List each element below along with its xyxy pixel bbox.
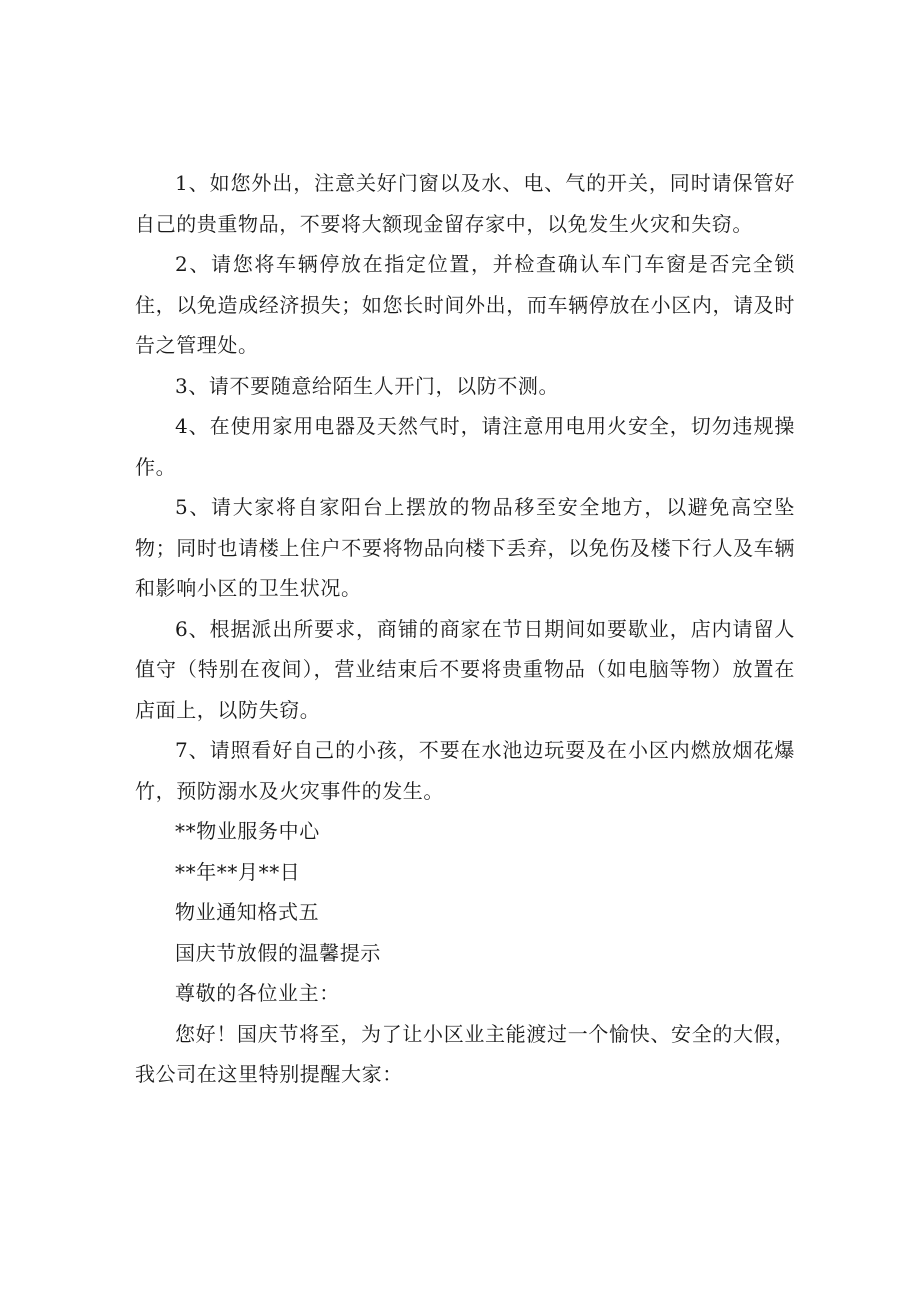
- salutation: 尊敬的各位业主：: [175, 981, 340, 1005]
- signature: **物业服务中心: [175, 819, 320, 843]
- notice-item-7: 7、请照看好自己的小孩，不要在水池边玩耍及在小区内燃放烟花爆竹，预防溺水及火灾事件的发生。: [135, 738, 795, 803]
- notice-item-2: 2、请您将车辆停放在指定位置，并检查确认车门车窗是否完全锁住，以免造成经济损失；如您长时间外出，而车辆停放在小区内，请及时告之管理处。: [135, 252, 795, 357]
- notice-item-4: 4、在使用家用电器及天然气时，请注意用电用火安全，切勿违规操作。: [135, 414, 795, 479]
- notice-item-5: 5、请大家将自家阳台上摆放的物品移至安全地方，以避免高空坠物；同时也请楼上住户不要将物品向楼下丢弃，以免伤及楼下行人及车辆和影响小区的卫生状况。: [135, 495, 795, 600]
- notice-item-3: 3、请不要随意给陌生人开门，以防不测。: [175, 373, 560, 398]
- document-body: [135, 163, 795, 1095]
- date: **年**月**日: [175, 859, 301, 884]
- notice-item-1: 1、如您外出，注意关好门窗以及水、电、气的开关，同时请保管好自己的贵重物品，不要将大额现金留存家中，以免发生火灾和失窃。: [135, 171, 795, 236]
- notice-item-6: 6、根据派出所要求，商铺的商家在节日期间如要歇业，店内请留人值守（特别在夜间），营业结束后不要将贵重物品（如电脑等物）放置在店面上，以防失窃。: [135, 616, 795, 722]
- intro-paragraph: 您好！国庆节将至，为了让小区业主能渡过一个愉快、安全的大假，我公司在这里特别提醒大家：: [135, 1021, 795, 1086]
- notice-title: 国庆节放假的温馨提示: [175, 940, 381, 965]
- format-title: 物业通知格式五: [175, 900, 320, 924]
